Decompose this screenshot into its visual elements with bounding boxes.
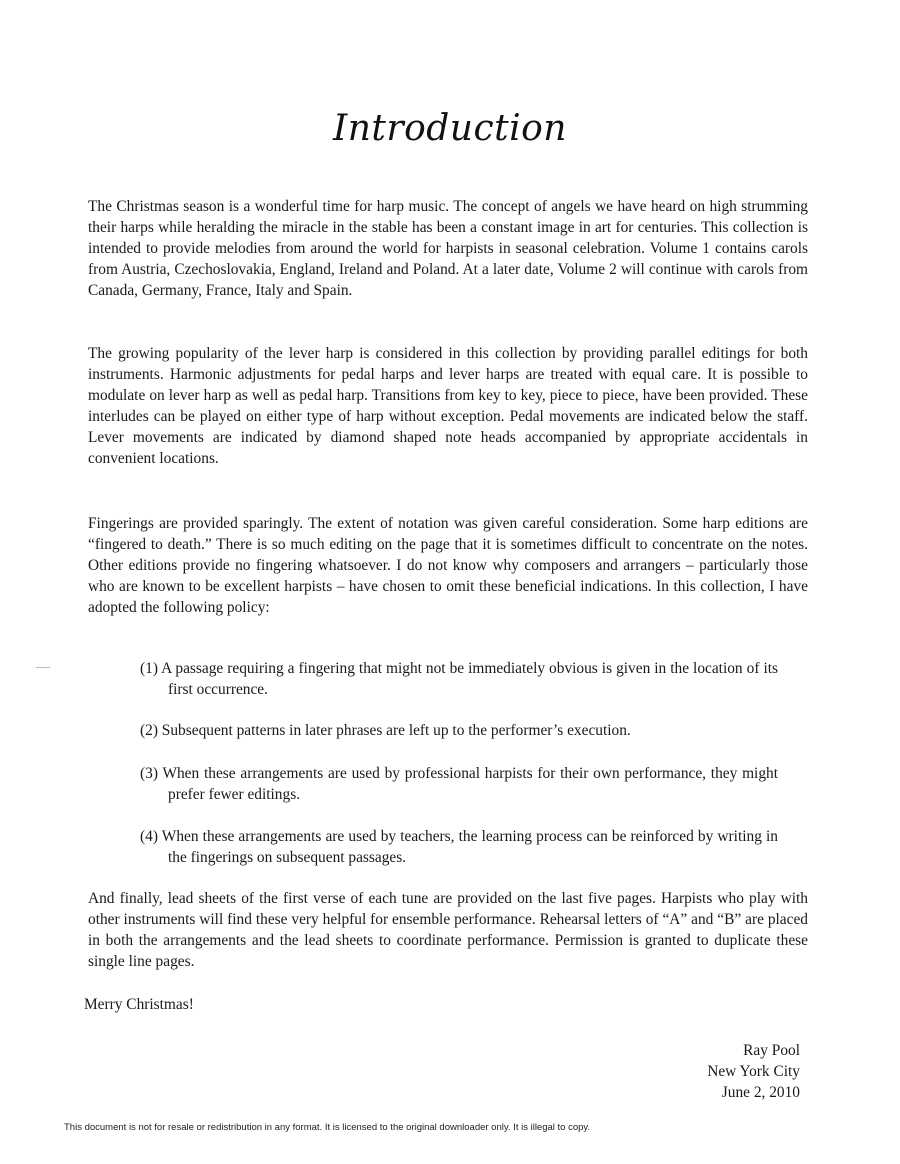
policy-item-2: (2) Subsequent patterns in later phrases are left up to the performer’s execution.	[140, 722, 631, 739]
margin-mark	[36, 667, 50, 668]
paragraph-fingerings: Fingerings are provided sparingly. The extent of notation was given careful consideration. Some harp editions are “fingered to death.” There is so much editing on the page that it is sometimes difficult to concentrate on the notes. Other editions provide no fingering whatsoever. I do not know why composers and arrangers – particularly those who are known to be excellent harpists – have chosen to omit these beneficial indications. In this collection, I have adopted the following policy:	[88, 515, 808, 616]
paragraph-intro: The Christmas season is a wonderful time for harp music. The concept of angels we have heard on high strumming their harps while heralding the miracle in the stable has been a constant image in art for centuries. This collection is intended to provide melodies from around the world for harpists in seasonal celebration. Volume 1 contains carols from Austria, Czechoslovakia, England, Ireland and Poland. At a later date, Volume 2 will continue with carols from Canada, Germany, France, Italy and Spain.	[88, 198, 808, 299]
paragraph-lead-sheets: And finally, lead sheets of the first verse of each tune are provided on the last five pages. Harpists who play with other instruments will find these very helpful for ensemble performance. Rehearsal letters of “A” and “B” are placed in both the arrangements and the lead sheets to coordinate performance. Permission is granted to duplicate these single line pages.	[88, 890, 808, 970]
author-city: New York City	[707, 1063, 800, 1080]
closing-greeting: Merry Christmas!	[84, 996, 194, 1013]
policy-item-3: (3) When these arrangements are used by professional harpists for their own performance, they might prefer fewer editings.	[140, 765, 778, 803]
author-name: Ray Pool	[743, 1042, 800, 1059]
policy-item-1: (1) A passage requiring a fingering that might not be immediately obvious is given in the location of its first occurrence.	[140, 660, 778, 698]
license-footer: This document is not for resale or redistribution in any format. It is licensed to the original downloader only. It is illegal to copy.	[64, 1122, 591, 1133]
signature-date: June 2, 2010	[721, 1084, 800, 1101]
paragraph-lever-harp: The growing popularity of the lever harp is considered in this collection by providing parallel editings for both instruments. Harmonic adjustments for pedal harps and lever harps are treated with equal care. It is possible to modulate on lever harp as well as pedal harp. Transitions from key to key, piece to piece, have been provided. These interludes can be played on either type of harp without exception. Pedal movements are indicated below the staff. Lever movements are indicated by diamond shaped note heads accompanied by appropriate accidentals in convenient locations.	[88, 345, 808, 467]
signature-block	[707, 1040, 800, 1103]
page-title: Introduction	[333, 108, 567, 149]
policy-item-4: (4) When these arrangements are used by teachers, the learning process can be reinforced by writing in the fingerings on subsequent passages.	[140, 828, 778, 866]
